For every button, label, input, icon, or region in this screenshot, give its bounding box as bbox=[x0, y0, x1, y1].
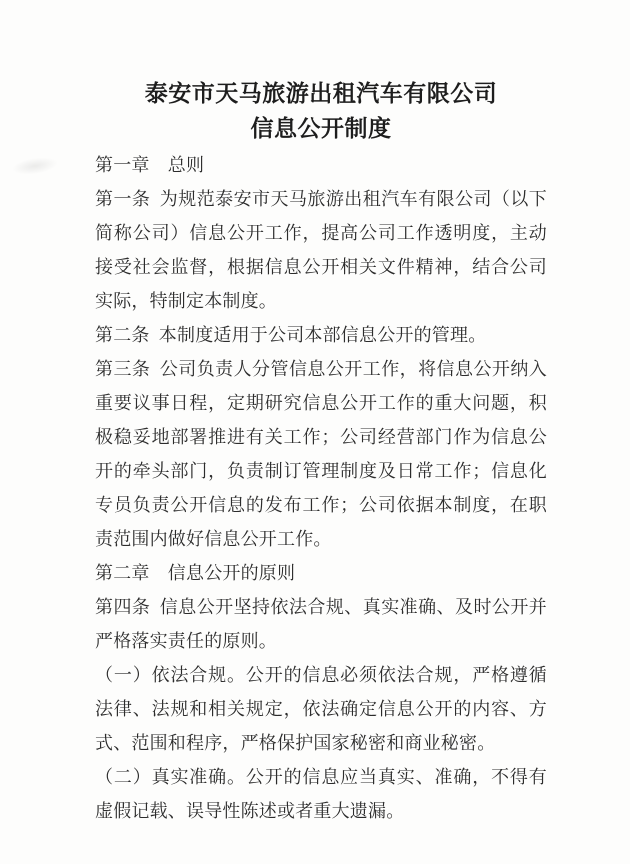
paragraph: （一）依法合规。公开的信息必须依法合规，严格遵循法律、法规和相关规定，依法确定信息公开的内容、方式、范围和程序，严格保护国家秘密和商业秘密。 bbox=[95, 665, 547, 753]
paragraph: （二）真实准确。公开的信息应当真实、准确，不得有虚假记载、误导性陈述或者重大遗漏。 bbox=[95, 767, 547, 821]
paragraph: 第三条 公司负责人分管信息公开工作，将信息公开纳入重要议事日程，定期研究信息公开工作的重大问题，积极稳妥地部署推进有关工作；公司经营部门作为信息公开的牵头部门，负责制订管理制度及日常工作；信息化专员负责公开信息的发布工作；公司依据本制度，在职责范围内做好信息公开工作。 bbox=[95, 359, 547, 549]
document-title-line2: 信息公开制度 bbox=[250, 116, 392, 141]
paragraph: 第四条 信息公开坚持依法合规、真实准确、及时公开并严格落实责任的原则。 bbox=[95, 597, 547, 651]
document-body bbox=[95, 148, 547, 828]
section-heading: 第二章 信息公开的原则 bbox=[95, 563, 296, 583]
paragraph: 第二条 本制度适用于公司本部信息公开的管理。 bbox=[95, 325, 487, 345]
scan-smudge-artifact bbox=[11, 155, 59, 177]
paragraph: 第一条 为规范泰安市天马旅游出租汽车有限公司（以下简称公司）信息公开工作，提高公司工作透明度，主动接受社会监督，根据信息公开相关文件精神，结合公司实际，特制定本制度。 bbox=[95, 189, 547, 311]
section-heading: 第一章 总则 bbox=[95, 155, 205, 175]
document-title-line1: 泰安市天马旅游出租汽车有限公司 bbox=[144, 81, 498, 106]
document-content bbox=[95, 76, 547, 828]
document-title bbox=[95, 76, 547, 146]
